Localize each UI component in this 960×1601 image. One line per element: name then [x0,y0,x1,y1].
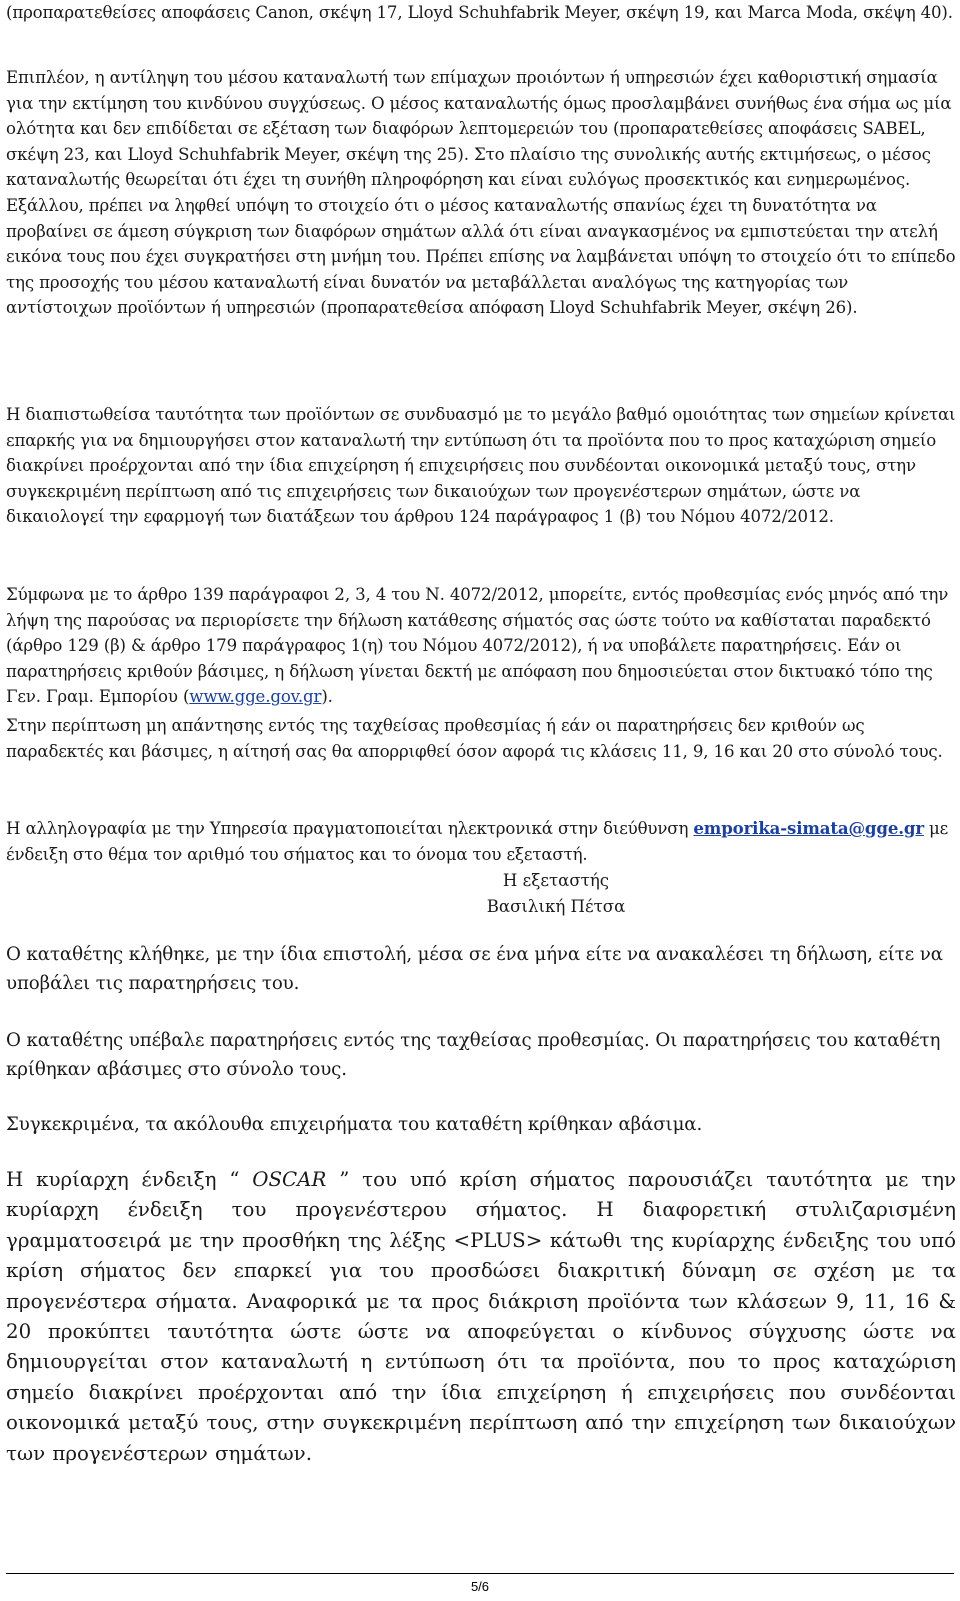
footer-divider [6,1573,954,1574]
paragraph-text: Η κυρίαρχη ένδειξη “ [6,1168,253,1191]
page-number: 5/6 [470,1579,490,1594]
signature-name: Βασιλική Πέτσα [486,897,626,916]
paragraph-case-references [6,0,956,26]
examiner-name [0,894,960,920]
paragraph-text: Ο καταθέτης υπέβαλε παρατηρήσεις εντός της ταχθείσας προθεσμίας. Οι παρατηρήσεις του καταθέτη κρίθηκαν αβάσιμες στο σύνολο τους. [6,1030,941,1080]
paragraph-text: με ένδειξη στο θέμα τον αριθμό του σήματος και το όνομα του εξεταστή. [6,819,949,864]
paragraph-text: ). [321,687,333,707]
paragraph-text: Επιπλέον, η αντίληψη του μέσου καταναλωτή των επίμαχων προιόντων ή υπηρεσιών έχει καθοριστική σημασία για την εκτίμηση του κινδύνου συγχύσεως. Ο μέσος καταναλωτής όμως προσλαμβάνει συνήθως ένα σήμα ως μία ολότητα και δεν επιδίδεται σε εξέταση των διαφόρων λεπτομερειών του (προπαρατεθείσες αποφάσεις SABEL, σκέψη 23, και Lloyd Schuhfabrik Meyer, σκέψη της 25). Στο πλαίσιο της συνολικής αυτής εκτιμήσεως, ο μέσος καταναλωτής θεωρείται ότι έχει τη συνήθη πληροφόρηση και είναι ευλόγως προσεκτικός και ενημερωμένος. Εξάλλου, πρέπει να ληφθεί υπόψη το στοιχείο ότι ο μέσος καταναλωτής σπανίως έχει τη δυνατότητα να προβαίνει σε άμεση σύγκριση των διαφόρων σημάτων αλλά ότι είναι αναγκασμένος να εμπιστεύεται την ατελή εικόνα τους που έχει συγκρατήσει στη μνήμη του. Πρέπει επίσης να λαμβάνεται υπόψη το στοιχείο ότι το επίπεδο της προσοχής του μέσου καταναλωτή είναι δυνατόν να μεταβάλλεται αναλόγως της κατηγορίας των αντίστοιχων προϊόντων ή υπηρεσιών (προπαρατεθείσα απόφαση Lloyd Schuhfabrik Meyer, σκέψη 26). [6,68,956,318]
paragraph-text: Ο καταθέτης κλήθηκε, με την ίδια επιστολή, μέσα σε ένα μήνα είτε να ανακαλέσει τη δήλωση, είτε να υποβάλει τις παρατηρήσεις του. [6,944,943,994]
paragraph-identity-of-products [6,402,956,530]
paragraph-text: ” του υπό κρίση σήματος παρουσιάζει ταυτότητα με την κυρίαρχη ένδειξη του προγενέστερου σήματος. Η διαφορετική στυλιζαρισμένη γραμματοσειρά με την προσθήκη της λέξης <PLUS> κάτωθι της κυρίαρχης ένδειξης του υπό κρίση σήματος δεν επαρκεί για του προσδώσει διακριτική δύναμη σε σχέση με τα προγενέστερα σήματα. Αναφορικά με τα προς διάκριση προϊόντα των κλάσεων 9, 11, 16 & 20 προκύπτει ταυτότητα ώστε ώστε να αποφεύγεται ο κίνδυνος σύγχυσης ώστε να δημιουργείται στον καταναλωτή η εντύπωση ότι τα προϊόντα, που το προς καταχώριση σημείο διακρίνει προέρχονται από την ίδια επιχείρηση ή επιχειρήσεις που συνδέονται οικονομικά μεταξύ τους, στην συγκεκριμένη περίπτωση από την επιχείρηση των δικαιούχων των προγενέστερων σημάτων. [6,1168,956,1465]
paragraph-text: Στην περίπτωση μη απάντησης εντός της ταχθείσας προθεσμίας ή εάν οι παρατηρήσεις δεν κριθούν ως παραδεκτές και βάσιμες, η αίτησή σας θα απορριφθεί όσον αφορά τις κλάσεις 11, 9, 16 και 20 στο σύνολό τους. [6,716,943,761]
paragraph-text: Η αλληλογραφία με την Υπηρεσία πραγματοποιείται ηλεκτρονικά στην διεύθυνση [6,819,694,838]
signature-role: Η εξεταστής [502,871,610,890]
paragraph-text: Συγκεκριμένα, τα ακόλουθα επιχειρήματα του καταθέτη κρίθηκαν αβάσιμα. [6,1114,703,1135]
gge-website-link[interactable]: www.gge.gov.gr [189,687,322,707]
note-applicant-invited [6,941,956,998]
paragraph-text: Η διαπιστωθείσα ταυτότητα των προϊόντων σε συνδυασμό με το μεγάλο βαθμό ομοιότητας των σημείων κρίνεται επαρκής για να δημιουργήσει στον καταναλωτή την εντύπωση ότι τα προϊόντα που το προς καταχώριση σημείο διακρίνει προέρχονται από την ίδια επιχείρηση ή επιχειρήσεις που συνδέονται οικονομικά μεταξύ τους, στην συγκεκριμένη περίπτωση από τις επιχειρήσεις των δικαιούχων των προγενέστερων σημάτων, ώστε να δικαιολογεί την εφαρμογή των διατάξεων του άρθρου 124 παράγραφος 1 (β) του Νόμου 4072/2012. [6,405,956,527]
paragraph-average-consumer [6,65,956,321]
paragraph-text: (προπαρατεθείσες αποφάσεις Canon, σκέψη 17, Lloyd Schuhfabrik Meyer, σκέψη 19, και Marca Moda, σκέψη 40). [6,3,953,22]
paragraph-dominant-element [6,1165,956,1469]
examiner-role [0,868,960,894]
email-link[interactable]: emporika-simata@gge.gr [693,818,924,838]
note-arguments [6,1111,956,1140]
paragraph-no-response [6,713,956,764]
trademark-name: OSCAR [252,1168,327,1191]
paragraph-correspondence [6,816,956,867]
note-observations-rejected [6,1027,956,1084]
paragraph-text: Σύμφωνα με το άρθρο 139 παράγραφοι 2, 3, 4 του Ν. 4072/2012, μπορείτε, εντός προθεσμίας ενός μηνός από την λήψη της παρούσας να περιορίσετε την δήλωση κατάθεσης σήματός σας ώστε τούτο να καθίσταται παραδεκτό (άρθρο 129 (β) & άρθρο 179 παράγραφος 1(η) του Νόμου 4072/2012), ή να υποβάλετε παρατηρήσεις. Εάν οι παρατηρήσεις κριθούν βάσιμες, η δήλωση γίνεται δεκτή με απόφαση που δημοσιεύεται στον δικτυακό τόπο της Γεν. Γραμ. Εμπορίου ( [6,585,949,707]
paragraph-article-139 [6,582,956,710]
